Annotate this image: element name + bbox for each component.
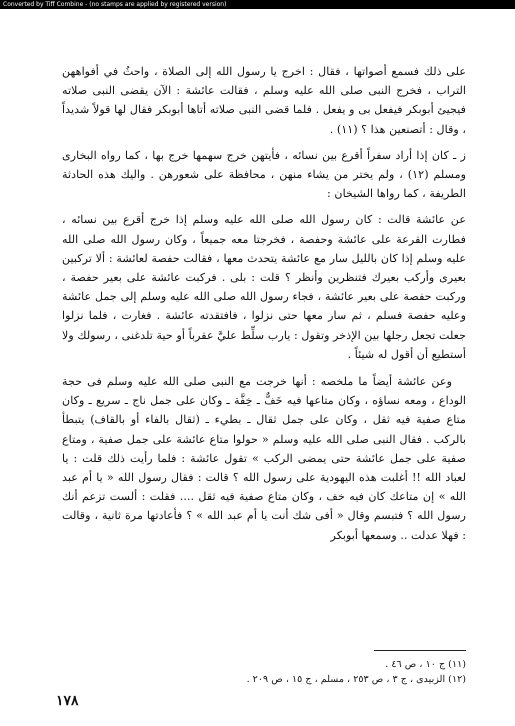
paragraph-2: ز ـ كان إذا أراد سفراً أقرع بين نسائه ، فأيتهن خرج سهمها خرج بها ، كما رواه البخارى ومسلم (١٢) ، ولم يختر من يشاء منهن ، محافظة على شعورهن . واليك هذه الحادثة الطريفة ، كما رواها الشيخان : xyxy=(62,148,467,201)
footnote-divider xyxy=(374,650,466,651)
paragraph-4: وعن عائشة أيضاً ما ملخصه : أنها خرجت مع النبى صلى الله عليه وسلم فى حجة الوداع ، ومعه نساؤه ، وكان متاعها فيه خَفٌّ ـ خِفَّة ـ وكان على جمل ناج ـ سريع ـ وكان متاع صفية فيه ثقل ، وكان على جمل ثقال ـ بطيء ـ (ثقال بالفاء أو بالقاف) يتبطأ بالركب . فقال النبى صلى الله عليه وسلم « حولوا متاع عائشة على جمل صفية ، ومتاع صفية على جمل عائشة حتى يمضى الركب » تقول عائشة : فلما رأيت ذلك قلت : يا لعباد الله !! أغلبت هذه اليهودية على رسول الله ؟ قالت : فقال رسول الله « يا أم عبد الله » إن متاعك كان فيه خف ، وكان متاع صفية فيه ثقل .... فقلت : ألست تزعم أنك رسول الله ؟ فتبسم وقال « أفى شك أنت يا أم عبد الله » ؟ فأعادتها مرة ثانية ، وقالت : فهلا عدلت .. وسمعها أبوبكر xyxy=(62,375,466,542)
page-body xyxy=(62,62,466,545)
footnote-11: (١١) ج ١٠ ، ص ٤٦ . xyxy=(385,659,466,670)
page-number: ١٧٨ xyxy=(56,693,79,709)
footnotes xyxy=(60,650,466,687)
paragraph-1: على ذلك فسمع أصواتها ، فقال : اخرج يا رسول الله إلى الصلاة ، واحثُ في أفواههن التراب ، فخرج النبى صلى الله عليه وسلم ، فقالت عائشة : الآن يقضى النبى صلاته فيجيئ أبوبكر فيفعل بى و يفعل . فلما قضى النبى صلاته أتاها أبوبكر فقال لها قولاً شديداً ، وقال : أتصنعين هذا ؟ (١١) . xyxy=(62,65,466,136)
conversion-banner: Converted by Tiff Combine - (no stamps are applied by registered version) xyxy=(0,0,515,9)
footnote-12: (١٢) الزبيدى ، ج ٣ ، ص ٢٥٣ ، مسلم ، ج ١٥ ، ص ٢٠٩ . xyxy=(246,674,466,685)
paragraph-3: عن عائشة قالت : كان رسول الله صلى الله عليه وسلم إذا خرج أقرع بين نسائه ، فطارت القرعة على عائشة وحفصة ، فخرجتا معه جميعاً ، وكان رسول الله صلى الله عليه وسلم إذا كان بالليل سار مع عائشة يتحدث معها ، فقالت حفصة لعائشة : ألا تركبين بعيرى وأركب بعيرك فتنظرين وأنظر ؟ قلت : بلى . فركبت عائشة على بعير حفصة ، وركبت حفصة على بعير عائشة ، فجاء رسول الله صلى الله عليه وسلم إلى جمل عائشة وعليه حفصة فسلم ، ثم سار معها حتى نزلوا ، فافتقدته عائشة . فغارت ، فلما نزلوا جعلت تجعل رجلها بين الإذخر وتقول : يارب سلِّط عليَّ عقرباً أو حية تلدغنى ، رسولك ولا أستطيع أن أقول له شيئاً . xyxy=(62,213,466,361)
